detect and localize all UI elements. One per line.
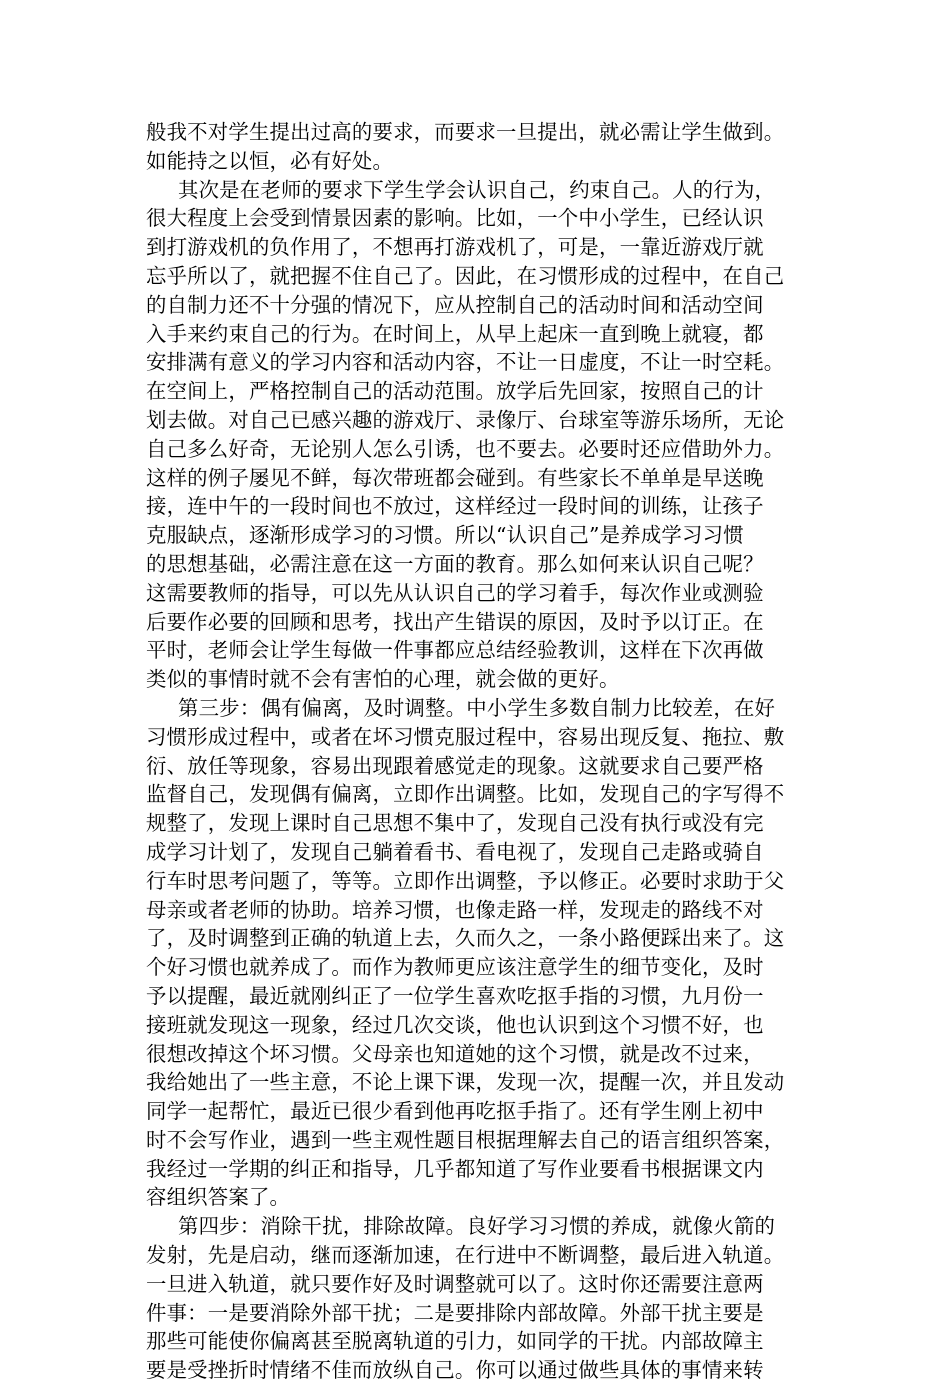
text-line: 习惯形成过程中，或者在坏习惯克服过程中，容易出现反复、拖拉、敷 (146, 724, 785, 749)
text-line: 在空间上，严格控制自己的活动范围。放学后先回家，按照自己的计 (146, 379, 764, 404)
text-line: 容组织答案了。 (146, 1185, 291, 1210)
text-line: 时不会写作业，遇到一些主观性题目根据理解去自己的语言组织答案， (146, 1127, 785, 1152)
text-line: 规整了，发现上课时自己思想不集中了，发现自己没有执行或没有完 (146, 811, 764, 836)
text-line: 成学习计划了，发现自己躺着看书、看电视了，发现自己走路或骑自 (146, 839, 764, 864)
text-line: 接，连中午的一段时间也不放过，这样经过一段时间的训练，让孩子 (146, 494, 764, 519)
text-line: 我经过一学期的纠正和指导，几乎都知道了写作业要看书根据课文内 (146, 1156, 764, 1181)
text-line: 第三步：偶有偏离，及时调整。中小学生多数自制力比较差，在好 (178, 695, 776, 720)
text-line: 类似的事情时就不会有害怕的心理，就会做的更好。 (146, 667, 620, 692)
text-line: 了，及时调整到正确的轨道上去，久而久之，一条小路便踩出来了。这 (146, 926, 785, 951)
text-line: 划去做。对自己已感兴趣的游戏厅、录像厅、台球室等游乐场所，无论 (146, 407, 785, 432)
text-line: 入手来约束自己的行为。在时间上，从早上起床一直到晚上就寝，都 (146, 321, 764, 346)
text-line: 件事：一是要消除外部干扰；二是要排除内部故障。外部干扰主要是 (146, 1300, 764, 1325)
text-line: 其次是在老师的要求下学生学会认识自己，约束自己。人的行为， (178, 177, 776, 202)
text-line: 的思想基础，必需注意在这一方面的教育。那么如何来认识自己呢？ (146, 551, 764, 576)
text-line: 予以提醒，最近就刚纠正了一位学生喜欢吃抠手指的习惯，九月份一 (146, 983, 764, 1008)
text-line: 个好习惯也就养成了。而作为教师更应该注意学生的细节变化，及时 (146, 955, 764, 980)
text-line: 那些可能使你偏离甚至脱离轨道的引力，如同学的干扰。内部故障主 (146, 1329, 764, 1354)
text-line: 很大程度上会受到情景因素的影响。比如，一个中小学生，已经认识 (146, 206, 764, 231)
text-line: 这样的例子屡见不鲜，每次带班都会碰到。有些家长不单单是早送晚 (146, 465, 764, 490)
text-line: 般我不对学生提出过高的要求，而要求一旦提出，就必需让学生做到。 (146, 120, 785, 144)
text-line: 安排满有意义的学习内容和活动内容，不让一日虚度，不让一时空耗。 (146, 350, 785, 375)
text-line: 第四步：消除干扰，排除故障。良好学习习惯的养成，就像火箭的 (178, 1214, 776, 1239)
body-text (146, 118, 808, 1385)
text-line: 行车时思考问题了，等等。立即作出调整，予以修正。必要时求助于父 (146, 868, 785, 893)
text-line: 接班就发现这一现象，经过几次交谈，他也认识到这个习惯不好，也 (146, 1012, 764, 1037)
text-line: 同学一起帮忙，最近已很少看到他再吃抠手指了。还有学生刚上初中 (146, 1099, 764, 1124)
text-line: 监督自己，发现偶有偏离，立即作出调整。比如，发现自己的字写得不 (146, 782, 785, 807)
text-line: 平时，老师会让学生每做一件事都应总结经验教训，这样在下次再做 (146, 638, 764, 663)
text-line: 发射，先是启动，继而逐渐加速，在行进中不断调整，最后进入轨道。 (146, 1243, 785, 1268)
text-line: 的自制力还不十分强的情况下，应从控制自己的活动时间和活动空间 (146, 292, 764, 317)
text-line: 要是受挫折时情绪不佳而放纵自己。你可以通过做些具体的事情来转 (146, 1358, 764, 1383)
text-line: 如能持之以恒，必有好处。 (146, 148, 394, 173)
text-line: 后要作必要的回顾和思考，找出产生错误的原因，及时予以订正。在 (146, 609, 764, 634)
text-line: 这需要教师的指导，可以先从认识自己的学习着手，每次作业或测验 (146, 580, 764, 605)
text-line: 克服缺点，逐渐形成学习的习惯。所以“认识自己”是养成学习习惯 (146, 523, 744, 548)
text-line: 到打游戏机的负作用了，不想再打游戏机了，可是，一靠近游戏厅就 (146, 235, 764, 260)
text-line: 一旦进入轨道，就只要作好及时调整就可以了。这时你还需要注意两 (146, 1271, 764, 1296)
text-line: 母亲或者老师的协助。培养习惯，也像走路一样，发现走的路线不对 (146, 897, 764, 922)
text-line: 忘乎所以了，就把握不住自己了。因此，在习惯形成的过程中，在自己 (146, 263, 785, 288)
text-line: 衍、放任等现象，容易出现跟着感觉走的现象。这就要求自己要严格 (146, 753, 764, 778)
text-line: 很想改掉这个坏习惯。父母亲也知道她的这个习惯，就是改不过来， (146, 1041, 764, 1066)
text-line: 自己多么好奇，无论别人怎么引诱，也不要去。必要时还应借助外力。 (146, 436, 785, 461)
text-line: 我给她出了一些主意，不论上课下课，发现一次，提醒一次，并且发动 (146, 1070, 785, 1095)
